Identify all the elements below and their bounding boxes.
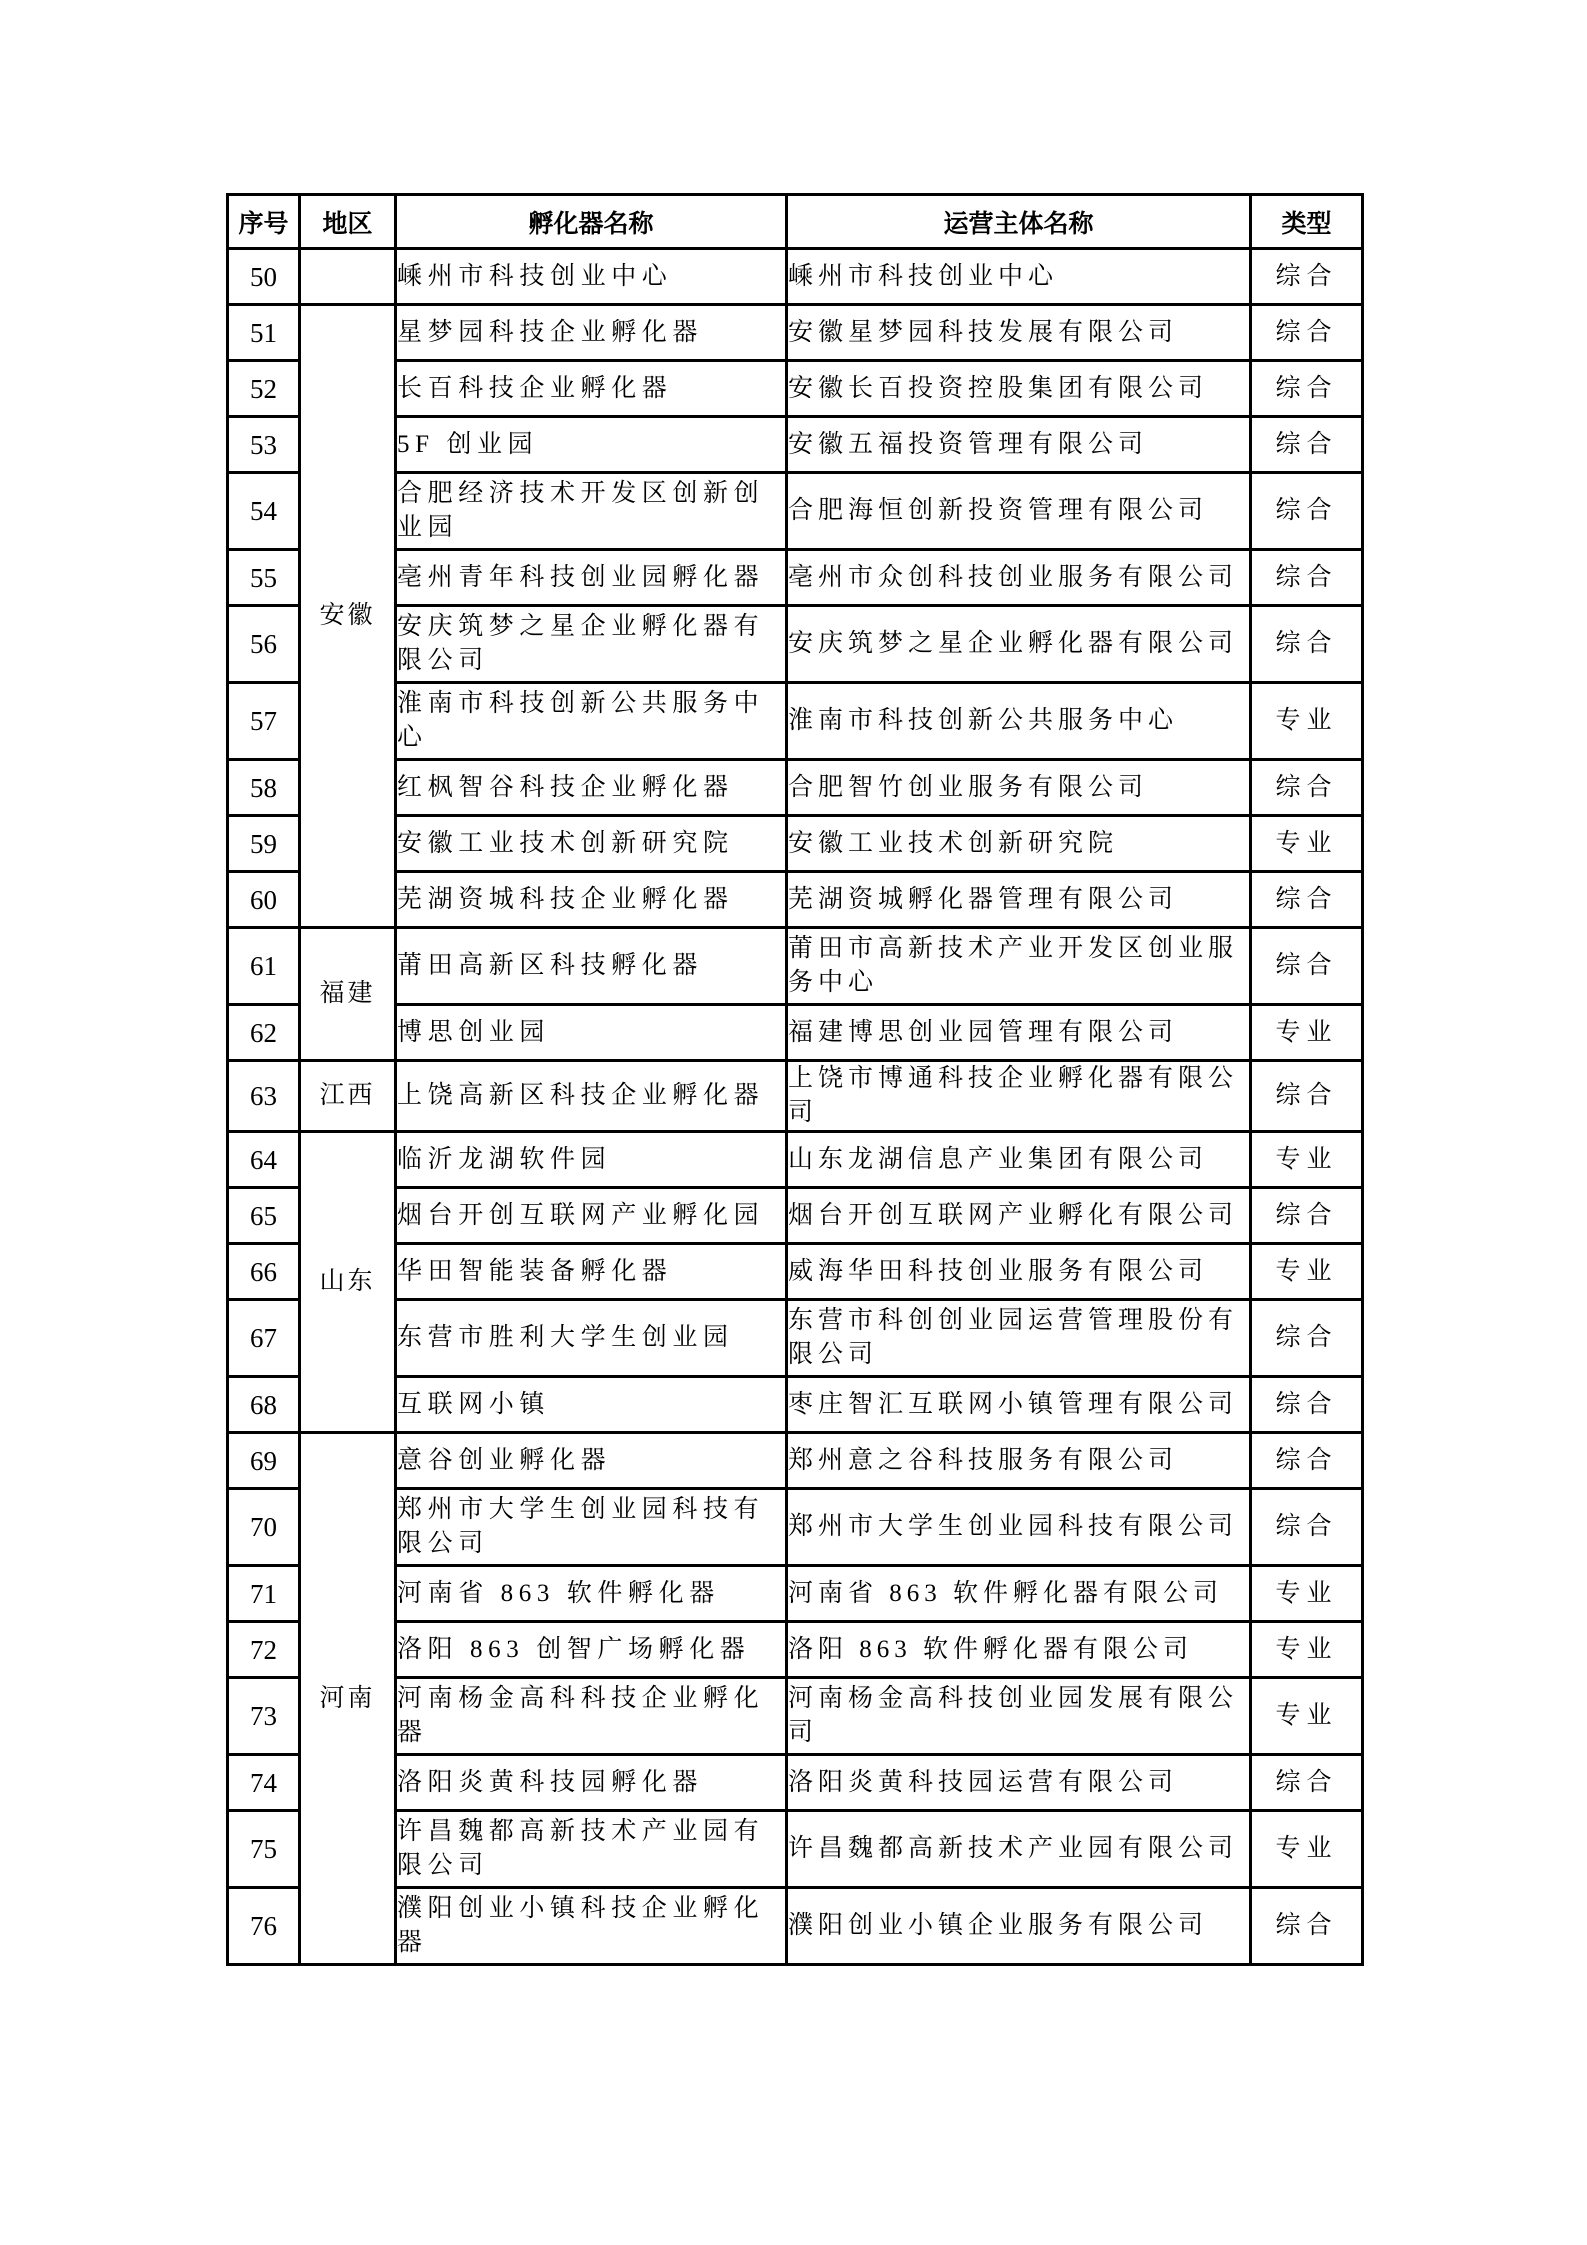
row-incubator-name: 华田智能装备孵化器 xyxy=(396,1244,787,1300)
row-seq: 52 xyxy=(228,361,300,417)
header-incubator-name: 孵化器名称 xyxy=(396,195,787,249)
row-incubator-name: 淮南市科技创新公共服务中心 xyxy=(396,683,787,760)
row-seq: 72 xyxy=(228,1622,300,1678)
row-incubator-name: 河南杨金高科科技企业孵化器 xyxy=(396,1678,787,1755)
row-type: 综合 xyxy=(1251,305,1363,361)
row-incubator-name: 上饶高新区科技企业孵化器 xyxy=(396,1061,787,1132)
row-seq: 50 xyxy=(228,249,300,305)
row-seq: 69 xyxy=(228,1433,300,1489)
row-incubator-name: 亳州青年科技创业园孵化器 xyxy=(396,550,787,606)
row-seq: 64 xyxy=(228,1132,300,1188)
row-seq: 75 xyxy=(228,1811,300,1888)
row-type: 综合 xyxy=(1251,550,1363,606)
row-type: 综合 xyxy=(1251,606,1363,683)
row-region: 福建 xyxy=(300,928,396,1061)
table-row xyxy=(228,606,1363,683)
row-incubator-name: 临沂龙湖软件园 xyxy=(396,1132,787,1188)
table-row xyxy=(228,1433,1363,1489)
row-incubator-name: 嵊州市科技创业中心 xyxy=(396,249,787,305)
row-seq: 63 xyxy=(228,1061,300,1132)
row-operator-name: 河南杨金高科技创业园发展有限公司 xyxy=(787,1678,1251,1755)
row-operator-name: 合肥智竹创业服务有限公司 xyxy=(787,760,1251,816)
row-incubator-name: 合肥经济技术开发区创新创业园 xyxy=(396,473,787,550)
row-type: 专业 xyxy=(1251,1244,1363,1300)
row-operator-name: 枣庄智汇互联网小镇管理有限公司 xyxy=(787,1377,1251,1433)
row-operator-name: 河南省 863 软件孵化器有限公司 xyxy=(787,1566,1251,1622)
row-type: 综合 xyxy=(1251,1755,1363,1811)
row-seq: 60 xyxy=(228,872,300,928)
row-region: 安徽 xyxy=(300,305,396,928)
row-operator-name: 安徽长百投资控股集团有限公司 xyxy=(787,361,1251,417)
row-incubator-name: 互联网小镇 xyxy=(396,1377,787,1433)
row-seq: 53 xyxy=(228,417,300,473)
table-row xyxy=(228,1005,1363,1061)
row-incubator-name: 莆田高新区科技孵化器 xyxy=(396,928,787,1005)
table-row xyxy=(228,417,1363,473)
table-row xyxy=(228,305,1363,361)
row-type: 专业 xyxy=(1251,683,1363,760)
row-region: 山东 xyxy=(300,1132,396,1433)
row-type: 综合 xyxy=(1251,928,1363,1005)
row-incubator-name: 东营市胜利大学生创业园 xyxy=(396,1300,787,1377)
table-header-row xyxy=(228,195,1363,249)
incubator-table xyxy=(226,193,1364,1966)
header-seq: 序号 xyxy=(228,195,300,249)
table-row xyxy=(228,683,1363,760)
row-type: 专业 xyxy=(1251,816,1363,872)
table-row xyxy=(228,550,1363,606)
row-region: 江西 xyxy=(300,1061,396,1132)
table-row xyxy=(228,760,1363,816)
table-row xyxy=(228,1566,1363,1622)
row-incubator-name: 烟台开创互联网产业孵化园 xyxy=(396,1188,787,1244)
header-operator-name: 运营主体名称 xyxy=(787,195,1251,249)
row-seq: 74 xyxy=(228,1755,300,1811)
row-seq: 58 xyxy=(228,760,300,816)
row-operator-name: 安庆筑梦之星企业孵化器有限公司 xyxy=(787,606,1251,683)
row-operator-name: 山东龙湖信息产业集团有限公司 xyxy=(787,1132,1251,1188)
header-region: 地区 xyxy=(300,195,396,249)
table-row xyxy=(228,1188,1363,1244)
row-operator-name: 濮阳创业小镇企业服务有限公司 xyxy=(787,1888,1251,1965)
row-incubator-name: 5F 创业园 xyxy=(396,417,787,473)
row-seq: 62 xyxy=(228,1005,300,1061)
row-type: 专业 xyxy=(1251,1622,1363,1678)
row-operator-name: 洛阳 863 软件孵化器有限公司 xyxy=(787,1622,1251,1678)
row-incubator-name: 安徽工业技术创新研究院 xyxy=(396,816,787,872)
table-row xyxy=(228,872,1363,928)
row-seq: 68 xyxy=(228,1377,300,1433)
row-operator-name: 安徽星梦园科技发展有限公司 xyxy=(787,305,1251,361)
row-seq: 67 xyxy=(228,1300,300,1377)
row-incubator-name: 长百科技企业孵化器 xyxy=(396,361,787,417)
row-operator-name: 烟台开创互联网产业孵化有限公司 xyxy=(787,1188,1251,1244)
row-incubator-name: 河南省 863 软件孵化器 xyxy=(396,1566,787,1622)
table-row xyxy=(228,361,1363,417)
row-type: 专业 xyxy=(1251,1566,1363,1622)
row-type: 专业 xyxy=(1251,1678,1363,1755)
table-row xyxy=(228,1678,1363,1755)
row-seq: 54 xyxy=(228,473,300,550)
row-type: 综合 xyxy=(1251,417,1363,473)
row-operator-name: 嵊州市科技创业中心 xyxy=(787,249,1251,305)
row-operator-name: 郑州意之谷科技服务有限公司 xyxy=(787,1433,1251,1489)
row-seq: 73 xyxy=(228,1678,300,1755)
row-operator-name: 莆田市高新技术产业开发区创业服务中心 xyxy=(787,928,1251,1005)
row-operator-name: 郑州市大学生创业园科技有限公司 xyxy=(787,1489,1251,1566)
table-row xyxy=(228,1377,1363,1433)
row-operator-name: 威海华田科技创业服务有限公司 xyxy=(787,1244,1251,1300)
table-row xyxy=(228,1811,1363,1888)
row-type: 综合 xyxy=(1251,1888,1363,1965)
row-operator-name: 安徽工业技术创新研究院 xyxy=(787,816,1251,872)
row-type: 综合 xyxy=(1251,1188,1363,1244)
row-operator-name: 合肥海恒创新投资管理有限公司 xyxy=(787,473,1251,550)
row-operator-name: 上饶市博通科技企业孵化器有限公司 xyxy=(787,1061,1251,1132)
row-seq: 55 xyxy=(228,550,300,606)
row-region: 河南 xyxy=(300,1433,396,1965)
row-operator-name: 福建博思创业园管理有限公司 xyxy=(787,1005,1251,1061)
row-type: 综合 xyxy=(1251,872,1363,928)
table-row xyxy=(228,1755,1363,1811)
row-operator-name: 淮南市科技创新公共服务中心 xyxy=(787,683,1251,760)
row-incubator-name: 博思创业园 xyxy=(396,1005,787,1061)
row-type: 综合 xyxy=(1251,361,1363,417)
row-incubator-name: 意谷创业孵化器 xyxy=(396,1433,787,1489)
row-region xyxy=(300,249,396,305)
row-seq: 71 xyxy=(228,1566,300,1622)
row-seq: 61 xyxy=(228,928,300,1005)
row-type: 综合 xyxy=(1251,1433,1363,1489)
row-operator-name: 安徽五福投资管理有限公司 xyxy=(787,417,1251,473)
table-row xyxy=(228,249,1363,305)
table-row xyxy=(228,928,1363,1005)
row-type: 专业 xyxy=(1251,1811,1363,1888)
table-row xyxy=(228,1061,1363,1132)
row-type: 综合 xyxy=(1251,473,1363,550)
row-seq: 51 xyxy=(228,305,300,361)
table-row xyxy=(228,1300,1363,1377)
row-seq: 57 xyxy=(228,683,300,760)
row-incubator-name: 洛阳炎黄科技园孵化器 xyxy=(396,1755,787,1811)
row-operator-name: 洛阳炎黄科技园运营有限公司 xyxy=(787,1755,1251,1811)
table-row xyxy=(228,1244,1363,1300)
row-operator-name: 芜湖资城孵化器管理有限公司 xyxy=(787,872,1251,928)
row-type: 专业 xyxy=(1251,1005,1363,1061)
row-operator-name: 许昌魏都高新技术产业园有限公司 xyxy=(787,1811,1251,1888)
row-seq: 76 xyxy=(228,1888,300,1965)
row-type: 综合 xyxy=(1251,1489,1363,1566)
row-seq: 59 xyxy=(228,816,300,872)
row-seq: 66 xyxy=(228,1244,300,1300)
table-row xyxy=(228,1132,1363,1188)
row-type: 综合 xyxy=(1251,249,1363,305)
row-incubator-name: 许昌魏都高新技术产业园有限公司 xyxy=(396,1811,787,1888)
row-seq: 70 xyxy=(228,1489,300,1566)
row-incubator-name: 星梦园科技企业孵化器 xyxy=(396,305,787,361)
table-row xyxy=(228,1489,1363,1566)
row-operator-name: 东营市科创创业园运营管理股份有限公司 xyxy=(787,1300,1251,1377)
row-incubator-name: 洛阳 863 创智广场孵化器 xyxy=(396,1622,787,1678)
row-incubator-name: 安庆筑梦之星企业孵化器有限公司 xyxy=(396,606,787,683)
row-seq: 65 xyxy=(228,1188,300,1244)
row-type: 综合 xyxy=(1251,1061,1363,1132)
row-incubator-name: 红枫智谷科技企业孵化器 xyxy=(396,760,787,816)
row-type: 专业 xyxy=(1251,1132,1363,1188)
table-row xyxy=(228,816,1363,872)
row-incubator-name: 郑州市大学生创业园科技有限公司 xyxy=(396,1489,787,1566)
row-operator-name: 亳州市众创科技创业服务有限公司 xyxy=(787,550,1251,606)
row-type: 综合 xyxy=(1251,760,1363,816)
row-seq: 56 xyxy=(228,606,300,683)
row-incubator-name: 芜湖资城科技企业孵化器 xyxy=(396,872,787,928)
table-row xyxy=(228,473,1363,550)
table-row xyxy=(228,1622,1363,1678)
header-type: 类型 xyxy=(1251,195,1363,249)
row-type: 综合 xyxy=(1251,1300,1363,1377)
row-type: 综合 xyxy=(1251,1377,1363,1433)
row-incubator-name: 濮阳创业小镇科技企业孵化器 xyxy=(396,1888,787,1965)
table-row xyxy=(228,1888,1363,1965)
